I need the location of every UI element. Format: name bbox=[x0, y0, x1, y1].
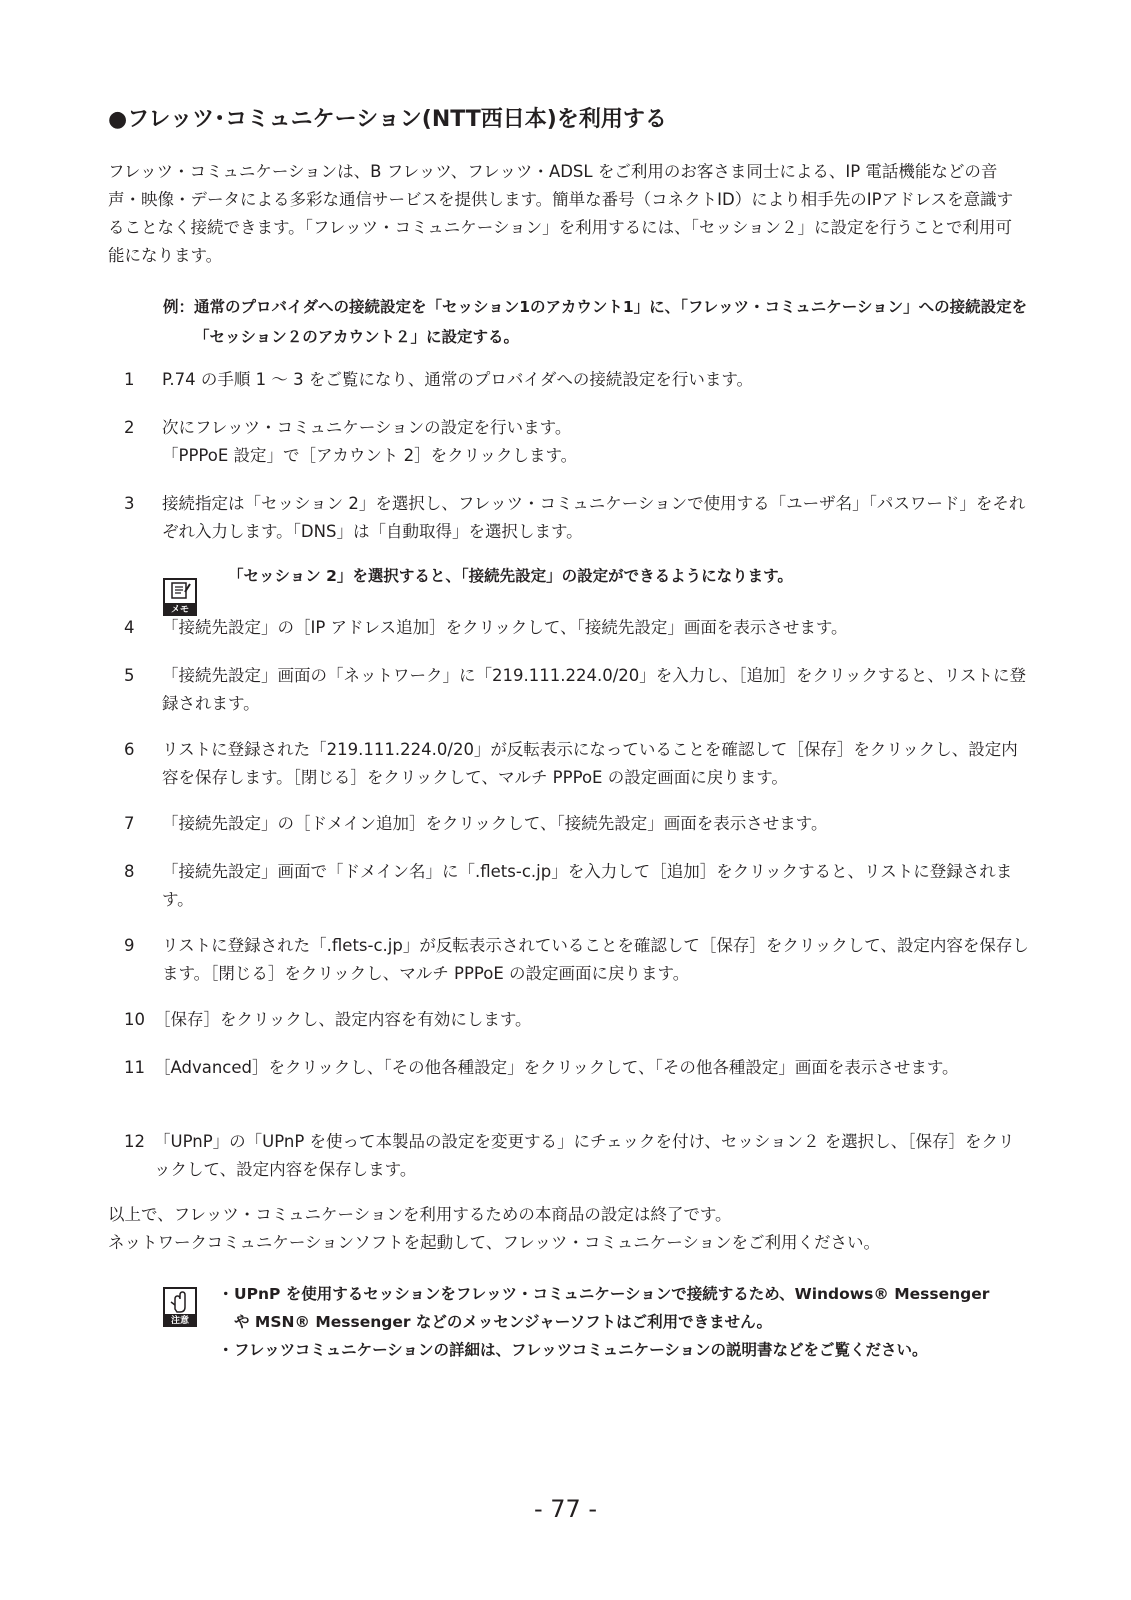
memo-icon-label: メモ bbox=[170, 605, 190, 615]
step-text: 次にフレッツ・コミュニケーションの設定を行います。 「PPPoE 設定」で［アカウント 2］をクリックします。 bbox=[162, 418, 578, 465]
step-text: リストに登録された「.flets-c.jp」が反転表示されていることを確認して［保存］をクリックして、設定内容を保存します。［閉じる］をクリックし、マルチ PPPoE の設定画面に戻ります。 bbox=[162, 936, 1029, 983]
example-text: 通常のプロバイダへの接続設定を「セッション1のアカウント1」に、「フレッツ・コミュニケーション」への接続設定を「セッション２のアカウント２」に設定する。 bbox=[194, 298, 1028, 346]
step-text: 「接続先設定」画面の「ネットワーク」に「219.111.224.0/20」を入力し、［追加］をクリックすると、リストに登録されます。 bbox=[162, 666, 1027, 713]
example-label: 例： bbox=[163, 298, 195, 316]
step-12 bbox=[124, 1128, 1029, 1184]
step-text: ［Advanced］をクリックし、「その他各種設定」をクリックして、「その他各種設定」画面を表示させます。 bbox=[154, 1058, 959, 1077]
step-2 bbox=[124, 414, 1029, 470]
memo-text: 「セッション 2」を選択すると、「接続先設定」の設定ができるようになります。 bbox=[228, 567, 793, 585]
step-5 bbox=[124, 662, 1029, 718]
step-4 bbox=[124, 614, 1029, 642]
step-number: 8 bbox=[124, 862, 135, 881]
step-number: 5 bbox=[124, 666, 135, 685]
step-6 bbox=[124, 736, 1029, 792]
closing-paragraph: 以上で、フレッツ・コミュニケーションを利用するための本商品の設定は終了です。 ネットワークコミュニケーションソフトを起動して、フレッツ・コミュニケーションをご利用ください。 bbox=[108, 1205, 881, 1252]
step-number: 10 bbox=[124, 1010, 145, 1029]
step-3 bbox=[124, 490, 1029, 546]
step-11 bbox=[124, 1054, 1029, 1082]
caution-text: UPnP を使用するセッションをフレッツ・コミュニケーションで接続するため、Windows® Messenger や MSN® Messenger などのメッセンジャーソフトはご利用できません。 bbox=[234, 1285, 990, 1331]
caution-icon-label: 注意 bbox=[170, 1316, 190, 1326]
caution-item bbox=[218, 1336, 1008, 1364]
page-number: - 77 - bbox=[533, 1495, 598, 1523]
step-number: 9 bbox=[124, 936, 135, 955]
step-9 bbox=[124, 932, 1029, 988]
step-text: P.74 の手順 1 〜 3 をご覧になり、通常のプロバイダへの接続設定を行います。 bbox=[162, 370, 754, 389]
step-text: 「接続先設定」の［IP アドレス追加］をクリックして、「接続先設定」画面を表示させます。 bbox=[162, 618, 848, 637]
step-number: 1 bbox=[124, 370, 135, 389]
caution-text: フレッツコミュニケーションの詳細は、フレッツコミュニケーションの説明書などをご覧ください。 bbox=[234, 1341, 928, 1359]
caution-list bbox=[218, 1280, 1008, 1364]
step-text: 接続指定は「セッション 2」を選択し、フレッツ・コミュニケーションで使用する「ユーザ名」「パスワード」をそれぞれ入力します。「DNS」は「自動取得」を選択します。 bbox=[162, 494, 1026, 541]
step-text: 「接続先設定」画面で「ドメイン名」に「.flets-c.jp」を入力して［追加］をクリックすると、リストに登録されます。 bbox=[162, 862, 1013, 909]
caution-icon bbox=[163, 1287, 197, 1327]
step-text: 「接続先設定」の［ドメイン追加］をクリックして、「接続先設定」画面を表示させます。 bbox=[162, 814, 828, 833]
step-7 bbox=[124, 810, 1029, 838]
step-number: 7 bbox=[124, 814, 135, 833]
step-10 bbox=[124, 1006, 1029, 1034]
step-number: 2 bbox=[124, 418, 135, 437]
step-number: 12 bbox=[124, 1132, 145, 1151]
bullet: ・ bbox=[218, 1285, 234, 1303]
step-number: 6 bbox=[124, 740, 135, 759]
step-text: ［保存］をクリックし、設定内容を有効にします。 bbox=[154, 1010, 532, 1029]
step-number: 3 bbox=[124, 494, 135, 513]
bullet: ・ bbox=[218, 1341, 234, 1359]
section-heading: ●フレッツ･コミュニケーション(NTT西日本)を利用する bbox=[108, 107, 667, 132]
caution-item bbox=[218, 1280, 1008, 1336]
intro-paragraph: フレッツ・コミュニケーションは、B フレッツ、フレッツ・ADSL をご利用のお客さま同士による、IP 電話機能などの音声・映像・データによる多彩な通信サービスを提供します。簡単な番号（コネクトID）により相手先のIPアドレスを意識することなく接続できます。「フレッツ・コミュニケーション」を利用するには、「セッション２」に設定を行うことで利用可能になります。 bbox=[108, 162, 1014, 265]
step-number: 4 bbox=[124, 618, 135, 637]
step-text: リストに登録された「219.111.224.0/20」が反転表示になっていることを確認して［保存］をクリックし、設定内容を保存します。［閉じる］をクリックして、マルチ PPPoE の設定画面に戻ります。 bbox=[162, 740, 1018, 787]
memo-icon bbox=[163, 578, 197, 616]
example-note bbox=[163, 292, 1033, 352]
step-text: 「UPnP」の「UPnP を使って本製品の設定を変更する」にチェックを付け、セッション２ を選択し、［保存］をクリックして、設定内容を保存します。 bbox=[154, 1132, 1015, 1179]
step-1 bbox=[124, 366, 1029, 394]
step-number: 11 bbox=[124, 1058, 145, 1077]
step-8 bbox=[124, 858, 1029, 914]
